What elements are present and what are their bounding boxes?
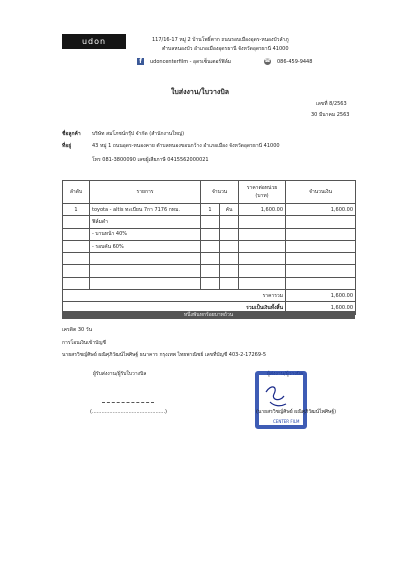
receiver-name-blank: (..............................................) [90, 409, 168, 415]
table-cell [286, 277, 356, 289]
table-row [63, 240, 356, 252]
sender-name: (นายสรวิชญ์ศิษย์ ผณิศุภิวัฒน์ไพศิษฐ์) [256, 409, 337, 415]
stamp-text: CENTER FILM [273, 419, 300, 424]
table-cell [239, 216, 286, 228]
document-title: ใบส่งงาน/ใบวางบิล [170, 88, 230, 96]
table-row [63, 204, 356, 216]
table-cell [201, 277, 220, 289]
table-cell [201, 228, 220, 240]
table-cell [63, 265, 90, 277]
table-cell: ฟิล์มดำ [90, 216, 201, 228]
subtotal-row [63, 290, 356, 302]
table-cell [220, 265, 239, 277]
table-cell [90, 253, 201, 265]
signature-image [262, 380, 288, 410]
facebook-icon: f [137, 58, 144, 65]
total-value: 1,600.00 [286, 302, 356, 314]
table-cell [201, 265, 220, 277]
table-cell [201, 240, 220, 252]
facebook-page: udoncenterfilm - อุดรเซ็นเตอร์ฟิล์ม [150, 59, 232, 65]
table-cell [220, 277, 239, 289]
total-label: รวมเป็นเงินทั้งสิ้น [63, 302, 286, 314]
col-header-unit-price: ราคาต่อหน่วย (บาท) [239, 181, 286, 204]
col-header-no: ลำดับ [63, 181, 90, 204]
phone-icon: ☎ [264, 58, 271, 64]
table-cell [63, 240, 90, 252]
bank-account: นายสรวิชญ์ศิษย์ ผณิศุภิวัฒน์ไพศิษฐ์ ธนาคาร กรุงเทพ ไทยพาณิชย์ เลขที่บัญชี 403-2-17269-5 [62, 352, 267, 358]
table-row [63, 253, 356, 265]
subtotal-value: 1,600.00 [286, 290, 356, 302]
document-number: เลขที่ 8/2563 [316, 101, 347, 107]
table-cell: toyota - altis ทะเบียน 7กา 7176 กทม. [90, 204, 201, 216]
table-cell [286, 240, 356, 252]
sender-label: ผู้ส่งงาน/ผู้วางบิล [267, 371, 303, 377]
table-cell: 1 [63, 204, 90, 216]
table-cell [63, 277, 90, 289]
table-cell [286, 265, 356, 277]
company-address-line1: 117/16-17 หมู่ 2 บ้านโพธิ์ตาก ถนนรอบเมืองอุดร-หนองบัวลำภู [152, 37, 289, 43]
table-cell [201, 216, 220, 228]
company-address-line2: ตำบลหนองบัว อำเภอเมืองอุดรธานี จังหวัดอุดรธานี 41000 [162, 46, 289, 52]
col-header-item: รายการ [90, 181, 201, 204]
col-header-amount: จำนวนเงิน [286, 181, 356, 204]
table-cell [239, 265, 286, 277]
subtotal-label: ราคารวม [63, 290, 286, 302]
table-row [63, 265, 356, 277]
receiver-label: ผู้รับส่งงาน/ผู้รับใบวางบิล [93, 371, 147, 377]
transfer-label: การโอนเงินเข้าบัญชี [62, 340, 106, 346]
customer-address: 43 หมู่ 1 ถนนอุดร-หนองคาย ตำบลหนองขอนกว้าง อำเภอเมือง จังหวัดอุดรธานี 41000 [92, 143, 280, 149]
customer-name-label: ชื่อลูกค้า [62, 131, 81, 137]
table-header-row [63, 181, 356, 204]
table-cell [220, 253, 239, 265]
table-cell [201, 253, 220, 265]
table-row [63, 228, 356, 240]
receiver-signature-line [102, 402, 154, 403]
table-cell [63, 228, 90, 240]
table-row [63, 277, 356, 289]
company-phone: 086-459-9448 [277, 59, 313, 65]
table-cell [239, 277, 286, 289]
table-cell [220, 240, 239, 252]
amount-in-words: หนึ่งพันหกร้อยบาทถ้วน [62, 311, 355, 319]
table-cell [286, 228, 356, 240]
credit-terms: เครดิต 30 วัน [62, 327, 92, 333]
items-table [62, 180, 356, 315]
table-cell: 1,600.00 [239, 204, 286, 216]
customer-contact: โทร 081-3800090 เลขผู้เสียภาษี 0415562000021 [92, 157, 209, 163]
table-cell: - รอบคัน 60% [90, 240, 201, 252]
table-cell [239, 240, 286, 252]
table-cell [239, 253, 286, 265]
table-cell: - บานหน้า 40% [90, 228, 201, 240]
document-date: 30 มีนาคม 2563 [311, 112, 350, 118]
customer-name: บริษัท สมโภชน์กรุ๊ป จำกัด (สำนักงานใหญ่) [92, 131, 185, 137]
table-cell [239, 228, 286, 240]
col-header-qty: จำนวน [201, 181, 239, 204]
table-cell [63, 253, 90, 265]
table-cell [286, 216, 356, 228]
table-cell [286, 253, 356, 265]
table-cell [90, 277, 201, 289]
table-cell: 1 [201, 204, 220, 216]
table-cell [220, 228, 239, 240]
table-cell [220, 216, 239, 228]
table-cell: 1,600.00 [286, 204, 356, 216]
table-cell: คัน [220, 204, 239, 216]
table-cell [90, 265, 201, 277]
table-cell [63, 216, 90, 228]
table-row [63, 216, 356, 228]
customer-address-label: ที่อยู่ [62, 143, 72, 149]
company-logo: udon [62, 34, 126, 49]
